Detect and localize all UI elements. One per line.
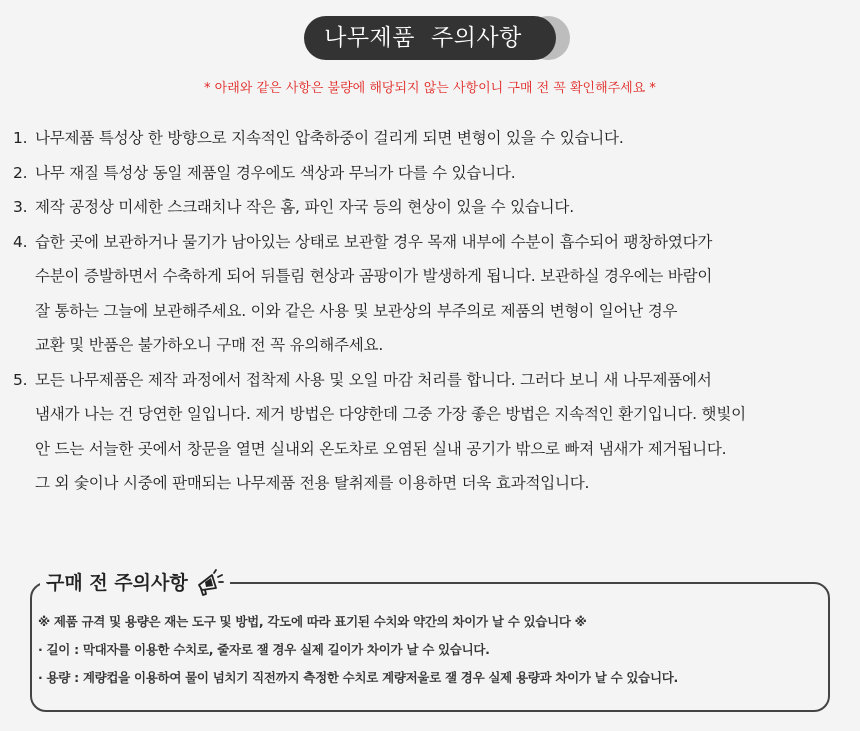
item-number: 4.: [13, 232, 28, 251]
notice-line-length: · 길이 : 막대자를 이용한 수치로, 줄자로 잴 경우 실제 길이가 차이가 날 수 있습니다.: [38, 642, 490, 657]
title-area: [0, 16, 860, 60]
list-item-4: [13, 225, 853, 260]
notice-line-volume: · 용량 : 계량컵을 이용하여 물이 넘치기 직전까지 측정한 수치로 계량저울로 잴 경우 실제 용량과 차이가 날 수 있습니다.: [38, 670, 678, 685]
item-text: 제작 공정상 미세한 스크래치나 작은 홈, 파인 자국 등의 현상이 있을 수 있습니다.: [35, 198, 574, 216]
item-text: 나무제품 특성상 한 방향으로 지속적인 압축하중이 걸리게 되면 변형이 있을 수 있습니다.: [35, 129, 624, 147]
list-item-4-cont: 교환 및 반품은 불가하오니 구매 전 꼭 유의해주세요.: [35, 336, 384, 354]
list-item-5-cont: 그 외 숯이나 시중에 판매되는 나무제품 전용 탈취제를 이용하면 더욱 효과적입니다.: [35, 474, 590, 492]
purchase-notice-title: [40, 567, 230, 599]
list-item-1: [13, 121, 853, 156]
item-number: 3.: [13, 198, 28, 216]
notice-line: ※ 제품 규격 및 용량은 재는 도구 및 방법, 각도에 따라 표기된 수치와 약간의 차이가 날 수 있습니다 ※: [38, 614, 587, 629]
list-item-3: [13, 190, 853, 225]
megaphone-icon: [194, 568, 224, 598]
item-number: 1.: [13, 129, 28, 147]
list-item-5: [13, 363, 853, 398]
item-text: 나무 재질 특성상 동일 제품일 경우에도 색상과 무늬가 다를 수 있습니다.: [35, 163, 516, 182]
purchase-notice-lines: [38, 608, 828, 692]
list-item-4-cont: 잘 통하는 그늘에 보관해주세요. 이와 같은 사용 및 보관상의 부주의로 제품의 변형이 일어난 경우: [35, 301, 678, 320]
item-text: 습한 곳에 보관하거나 물기가 남아있는 상태로 보관할 경우 목재 내부에 수분이 흡수되어 팽창하였다가: [35, 232, 713, 251]
purchase-notice-title-text: 구매 전 주의사항: [46, 572, 188, 594]
item-text: 모든 나무제품은 제작 과정에서 접착제 사용 및 오일 마감 처리를 합니다. 그러다 보니 새 나무제품에서: [35, 370, 712, 389]
item-number: 5.: [13, 370, 28, 389]
list-item-5-cont: 냄새가 나는 건 당연한 일입니다. 제거 방법은 다양한데 그중 가장 좋은 방법은 지속적인 환기입니다. 햇빛이: [35, 405, 746, 423]
page-title: [304, 16, 556, 60]
purchase-notice-box: [30, 572, 830, 712]
caution-list: [13, 121, 853, 501]
page-title-part1: 나무제품: [324, 25, 415, 51]
list-item-4-cont: 수분이 증발하면서 수축하게 되어 뒤틀림 현상과 곰팡이가 발생하게 됩니다. 보관하실 경우에는 바람이: [35, 267, 713, 285]
page-title-part2: 주의사항: [431, 25, 522, 51]
item-number: 2.: [13, 163, 28, 182]
list-item-2: [13, 156, 853, 191]
warning-notice: * 아래와 같은 사항은 불량에 해당되지 않는 사항이니 구매 전 꼭 확인해주세요 *: [204, 81, 656, 96]
list-item-5-cont: 안 드는 서늘한 곳에서 창문을 열면 실내외 온도차로 오염된 실내 공기가 밖으로 빠져 냄새가 제거됩니다.: [35, 439, 727, 458]
